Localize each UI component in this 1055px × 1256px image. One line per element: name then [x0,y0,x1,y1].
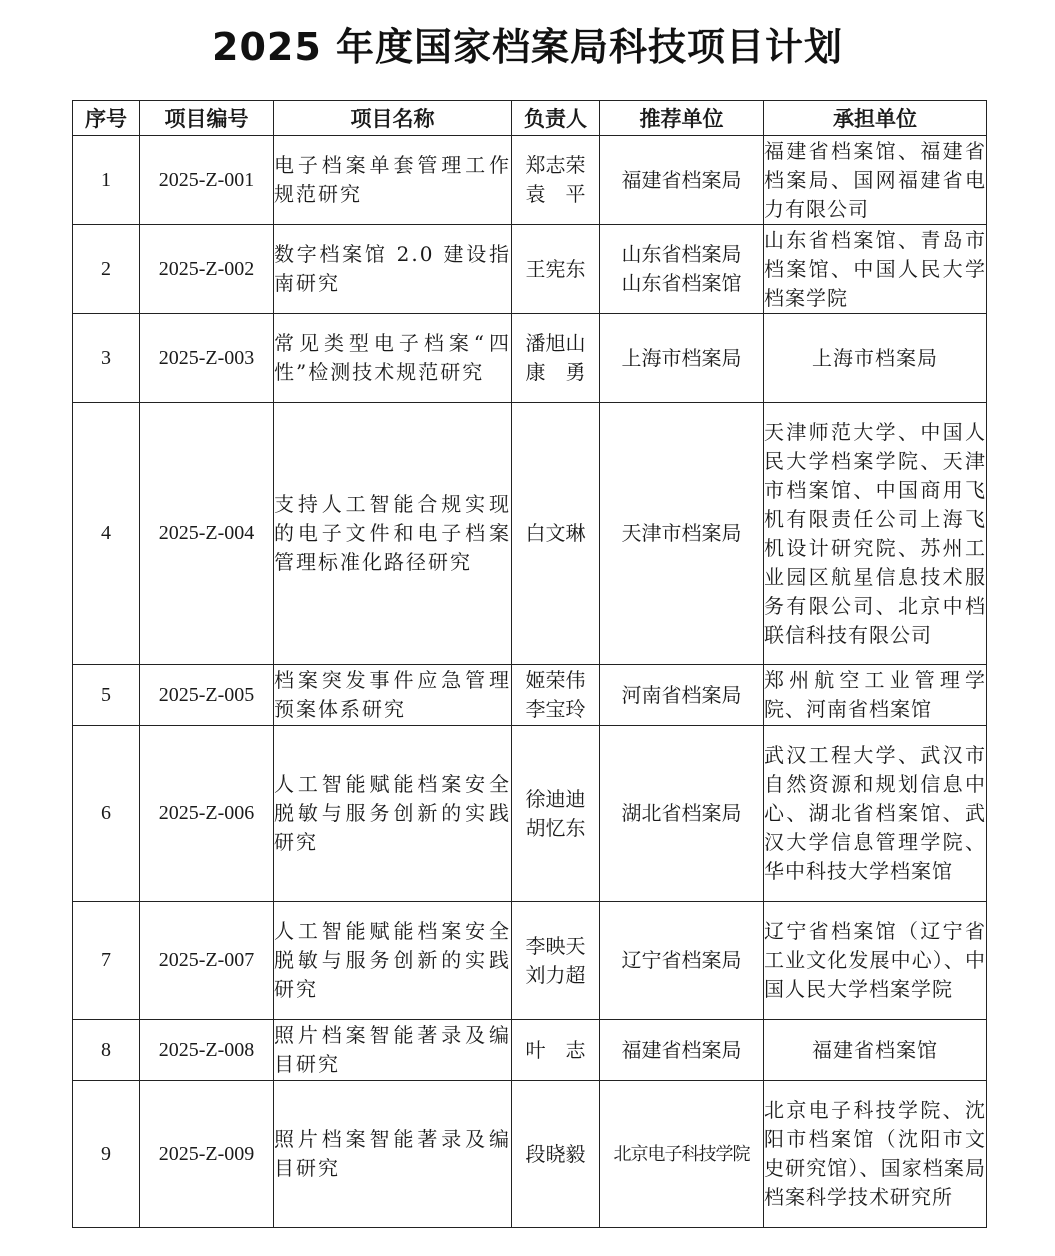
project-plan-table [72,100,987,1228]
cell-seq: 1 [73,136,140,225]
cell-seq: 9 [73,1081,140,1228]
lead-name: 刘力超 [525,962,586,987]
table-row [73,1020,987,1081]
cell-lead [512,665,600,726]
table-row [73,136,987,225]
cell-lead [512,403,600,665]
table-row [73,726,987,902]
cell-undertaker: 上海市档案局 [764,314,987,403]
cell-recommender [600,225,764,314]
recommender-name: 天津市档案局 [621,521,742,545]
lead-name: 叶 志 [525,1037,586,1062]
table-header-row [73,101,987,136]
header-code: 项目编号 [140,101,274,136]
cell-code: 2025-Z-002 [140,225,274,314]
cell-seq: 6 [73,726,140,902]
cell-recommender [600,726,764,902]
cell-seq: 3 [73,314,140,403]
cell-lead [512,902,600,1020]
cell-undertaker: 辽宁省档案馆（辽宁省工业文化发展中心）、中国人民大学档案学院 [764,902,987,1020]
cell-lead [512,136,600,225]
cell-code: 2025-Z-005 [140,665,274,726]
cell-undertaker: 武汉工程大学、武汉市自然资源和规划信息中心、湖北省档案馆、武汉大学信息管理学院、华中科技大学档案馆 [764,726,987,902]
cell-name: 人工智能赋能档案安全脱敏与服务创新的实践研究 [274,902,512,1020]
cell-recommender [600,403,764,665]
lead-name: 徐迪迪 [525,786,586,811]
cell-name: 人工智能赋能档案安全脱敏与服务创新的实践研究 [274,726,512,902]
cell-recommender [600,136,764,225]
lead-name: 李映天 [525,933,586,958]
lead-name: 袁 平 [525,182,586,206]
recommender-name: 北京电子科技学院 [613,1143,750,1165]
recommender-name: 山东省档案局 [621,242,742,266]
recommender-name: 辽宁省档案局 [621,948,742,972]
recommender-name: 福建省档案局 [621,167,742,192]
cell-code: 2025-Z-003 [140,314,274,403]
table-row [73,902,987,1020]
table-row [73,403,987,665]
cell-lead [512,225,600,314]
cell-seq: 7 [73,902,140,1020]
header-lead: 负责人 [512,101,600,136]
cell-undertaker: 福建省档案馆 [764,1020,987,1081]
lead-name: 康 勇 [525,360,586,384]
cell-code: 2025-Z-007 [140,902,274,1020]
table-row [73,1081,987,1228]
lead-name: 段晓毅 [525,1141,586,1166]
lead-name: 胡忆东 [525,815,586,840]
cell-name: 支持人工智能合规实现的电子文件和电子档案管理标准化路径研究 [274,403,512,665]
cell-recommender [600,1081,764,1228]
cell-seq: 5 [73,665,140,726]
recommender-name: 河南省档案局 [621,682,742,707]
cell-seq: 2 [73,225,140,314]
page-title: 2025 年度国家档案局科技项目计划 [212,25,843,69]
cell-undertaker: 郑州航空工业管理学院、河南省档案馆 [764,665,987,726]
cell-undertaker: 北京电子科技学院、沈阳市档案馆（沈阳市文史研究馆）、国家档案局档案科学技术研究所 [764,1081,987,1228]
cell-recommender [600,902,764,1020]
cell-undertaker: 天津师范大学、中国人民大学档案学院、天津市档案馆、中国商用飞机有限责任公司上海飞机设计研究院、苏州工业园区航星信息技术服务有限公司、北京中档联信科技有限公司 [764,403,987,665]
cell-lead [512,314,600,403]
header-undertaker: 承担单位 [764,101,987,136]
cell-lead [512,1081,600,1228]
table-row [73,314,987,403]
cell-code: 2025-Z-004 [140,403,274,665]
recommender-name: 上海市档案局 [621,345,742,370]
recommender-name: 山东省档案馆 [621,271,742,295]
table-row [73,225,987,314]
cell-name: 电子档案单套管理工作规范研究 [274,136,512,225]
cell-name: 档案突发事件应急管理预案体系研究 [274,665,512,726]
cell-seq: 8 [73,1020,140,1081]
cell-name: 照片档案智能著录及编目研究 [274,1020,512,1081]
cell-lead [512,1020,600,1081]
lead-name: 白文琳 [525,521,586,545]
lead-name: 潘旭山 [525,331,586,355]
cell-undertaker: 山东省档案馆、青岛市档案馆、中国人民大学档案学院 [764,225,987,314]
table-row [73,665,987,726]
cell-code: 2025-Z-008 [140,1020,274,1081]
cell-recommender [600,665,764,726]
cell-code: 2025-Z-006 [140,726,274,902]
cell-seq: 4 [73,403,140,665]
lead-name: 王宪东 [525,256,586,281]
cell-name: 数字档案馆 2.0 建设指南研究 [274,225,512,314]
cell-lead [512,726,600,902]
cell-undertaker: 福建省档案馆、福建省档案局、国网福建省电力有限公司 [764,136,987,225]
cell-code: 2025-Z-001 [140,136,274,225]
header-seq: 序号 [73,101,140,136]
header-name: 项目名称 [274,101,512,136]
cell-code: 2025-Z-009 [140,1081,274,1228]
recommender-name: 福建省档案局 [621,1037,742,1062]
cell-name: 常见类型电子档案“四性”检测技术规范研究 [274,314,512,403]
header-recommender: 推荐单位 [600,101,764,136]
cell-recommender [600,314,764,403]
lead-name: 姬荣伟 [525,668,586,692]
lead-name: 李宝玲 [525,697,586,721]
lead-name: 郑志荣 [525,153,586,177]
cell-recommender [600,1020,764,1081]
cell-name: 照片档案智能著录及编目研究 [274,1081,512,1228]
recommender-name: 湖北省档案局 [621,801,742,825]
